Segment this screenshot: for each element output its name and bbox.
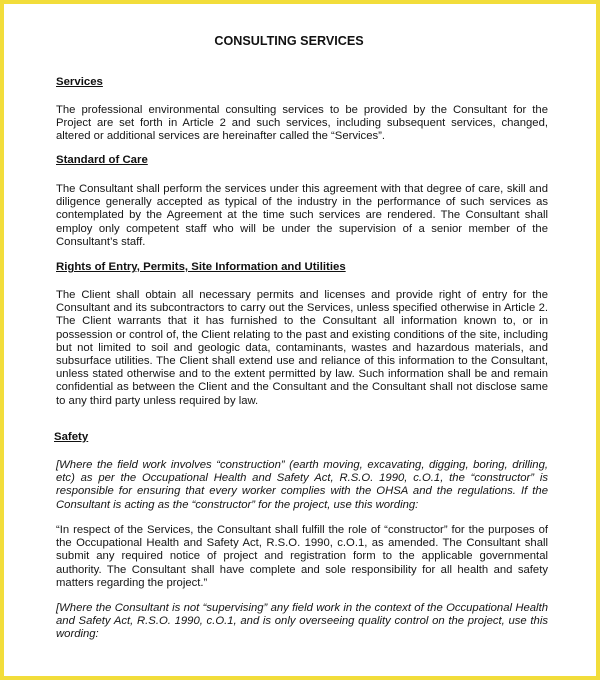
section-heading-rights-of-entry: Rights of Entry, Permits, Site Information and Utilities [56,261,346,273]
safety-paragraph-supervising-note: [Where the Consultant is not “supervising” any field work in the context of the Occupational Health and Safety Act, R.S.O. 1990, c.O.1, and is only overseeing quality control on the project, use this wording: [56,602,548,641]
section-heading-safety: Safety [54,431,89,443]
section-heading-services: Services [56,76,103,88]
standard-of-care-paragraph: The Consultant shall perform the services under this agreement with that degree of care, skill and diligence generally accepted as typical of the industry in the performance of such services as contemplated by the Agreement at the time such services are rendered. The Consultant shall employ only competent staff who will be under the supervision of a senior member of the Consultant’s staff. [56,183,548,248]
safety-paragraph-constructor-clause: “In respect of the Services, the Consultant shall fulfill the role of “constructor” for the purposes of the Occupational Health and Safety Act, R.S.O. 1990, c.O.1, as amended. The Consultant shall submit any required notice of project and registration form to the applicable governmental authority. The Consultant shall have complete and sole responsibility for all health and safety matters regarding the project.” [56,524,548,589]
safety-paragraph-construction-note: [Where the field work involves “construction” (earth moving, excavating, digging, boring, drilling, etc) as per the Occupational Health and Safety Act, R.S.O. 1990, c.O.1, the “constructor” is responsible for ensuring that every worker complies with the OHSA and the regulations. If the Consultant is acting as the “constructor” for the project, use this wording: [56,459,548,511]
section-heading-standard-of-care: Standard of Care [56,154,148,166]
rights-of-entry-paragraph: The Client shall obtain all necessary permits and licenses and provide right of entry for the Consultant and its subcontractors to carry out the Services, unless specified otherwise in Article 2. The Client warrants that it has furnished to the Consultant all information known to, or in possession or control of, the Client relating to the past and existing conditions of the site, including but not limited to soil and geologic data, contaminants, wastes and hazardous materials, and subsurface utilities. The Client shall extend use and reliance of this information to the Consultant, unless stated otherwise and to the extent permitted by law. Such information shall be and remain confidential as between the Client and the Consultant and the Consultant shall not disclose same to any third party unless required by law. [56,289,548,407]
services-paragraph: The professional environmental consulting services to be provided by the Consultant for the Project are set forth in Article 2 and such services, including subsequent services, changed, altered or additional services are hereinafter called the “Services”. [56,104,548,143]
document-page [4,4,596,676]
document-title: CONSULTING SERVICES [214,34,364,48]
